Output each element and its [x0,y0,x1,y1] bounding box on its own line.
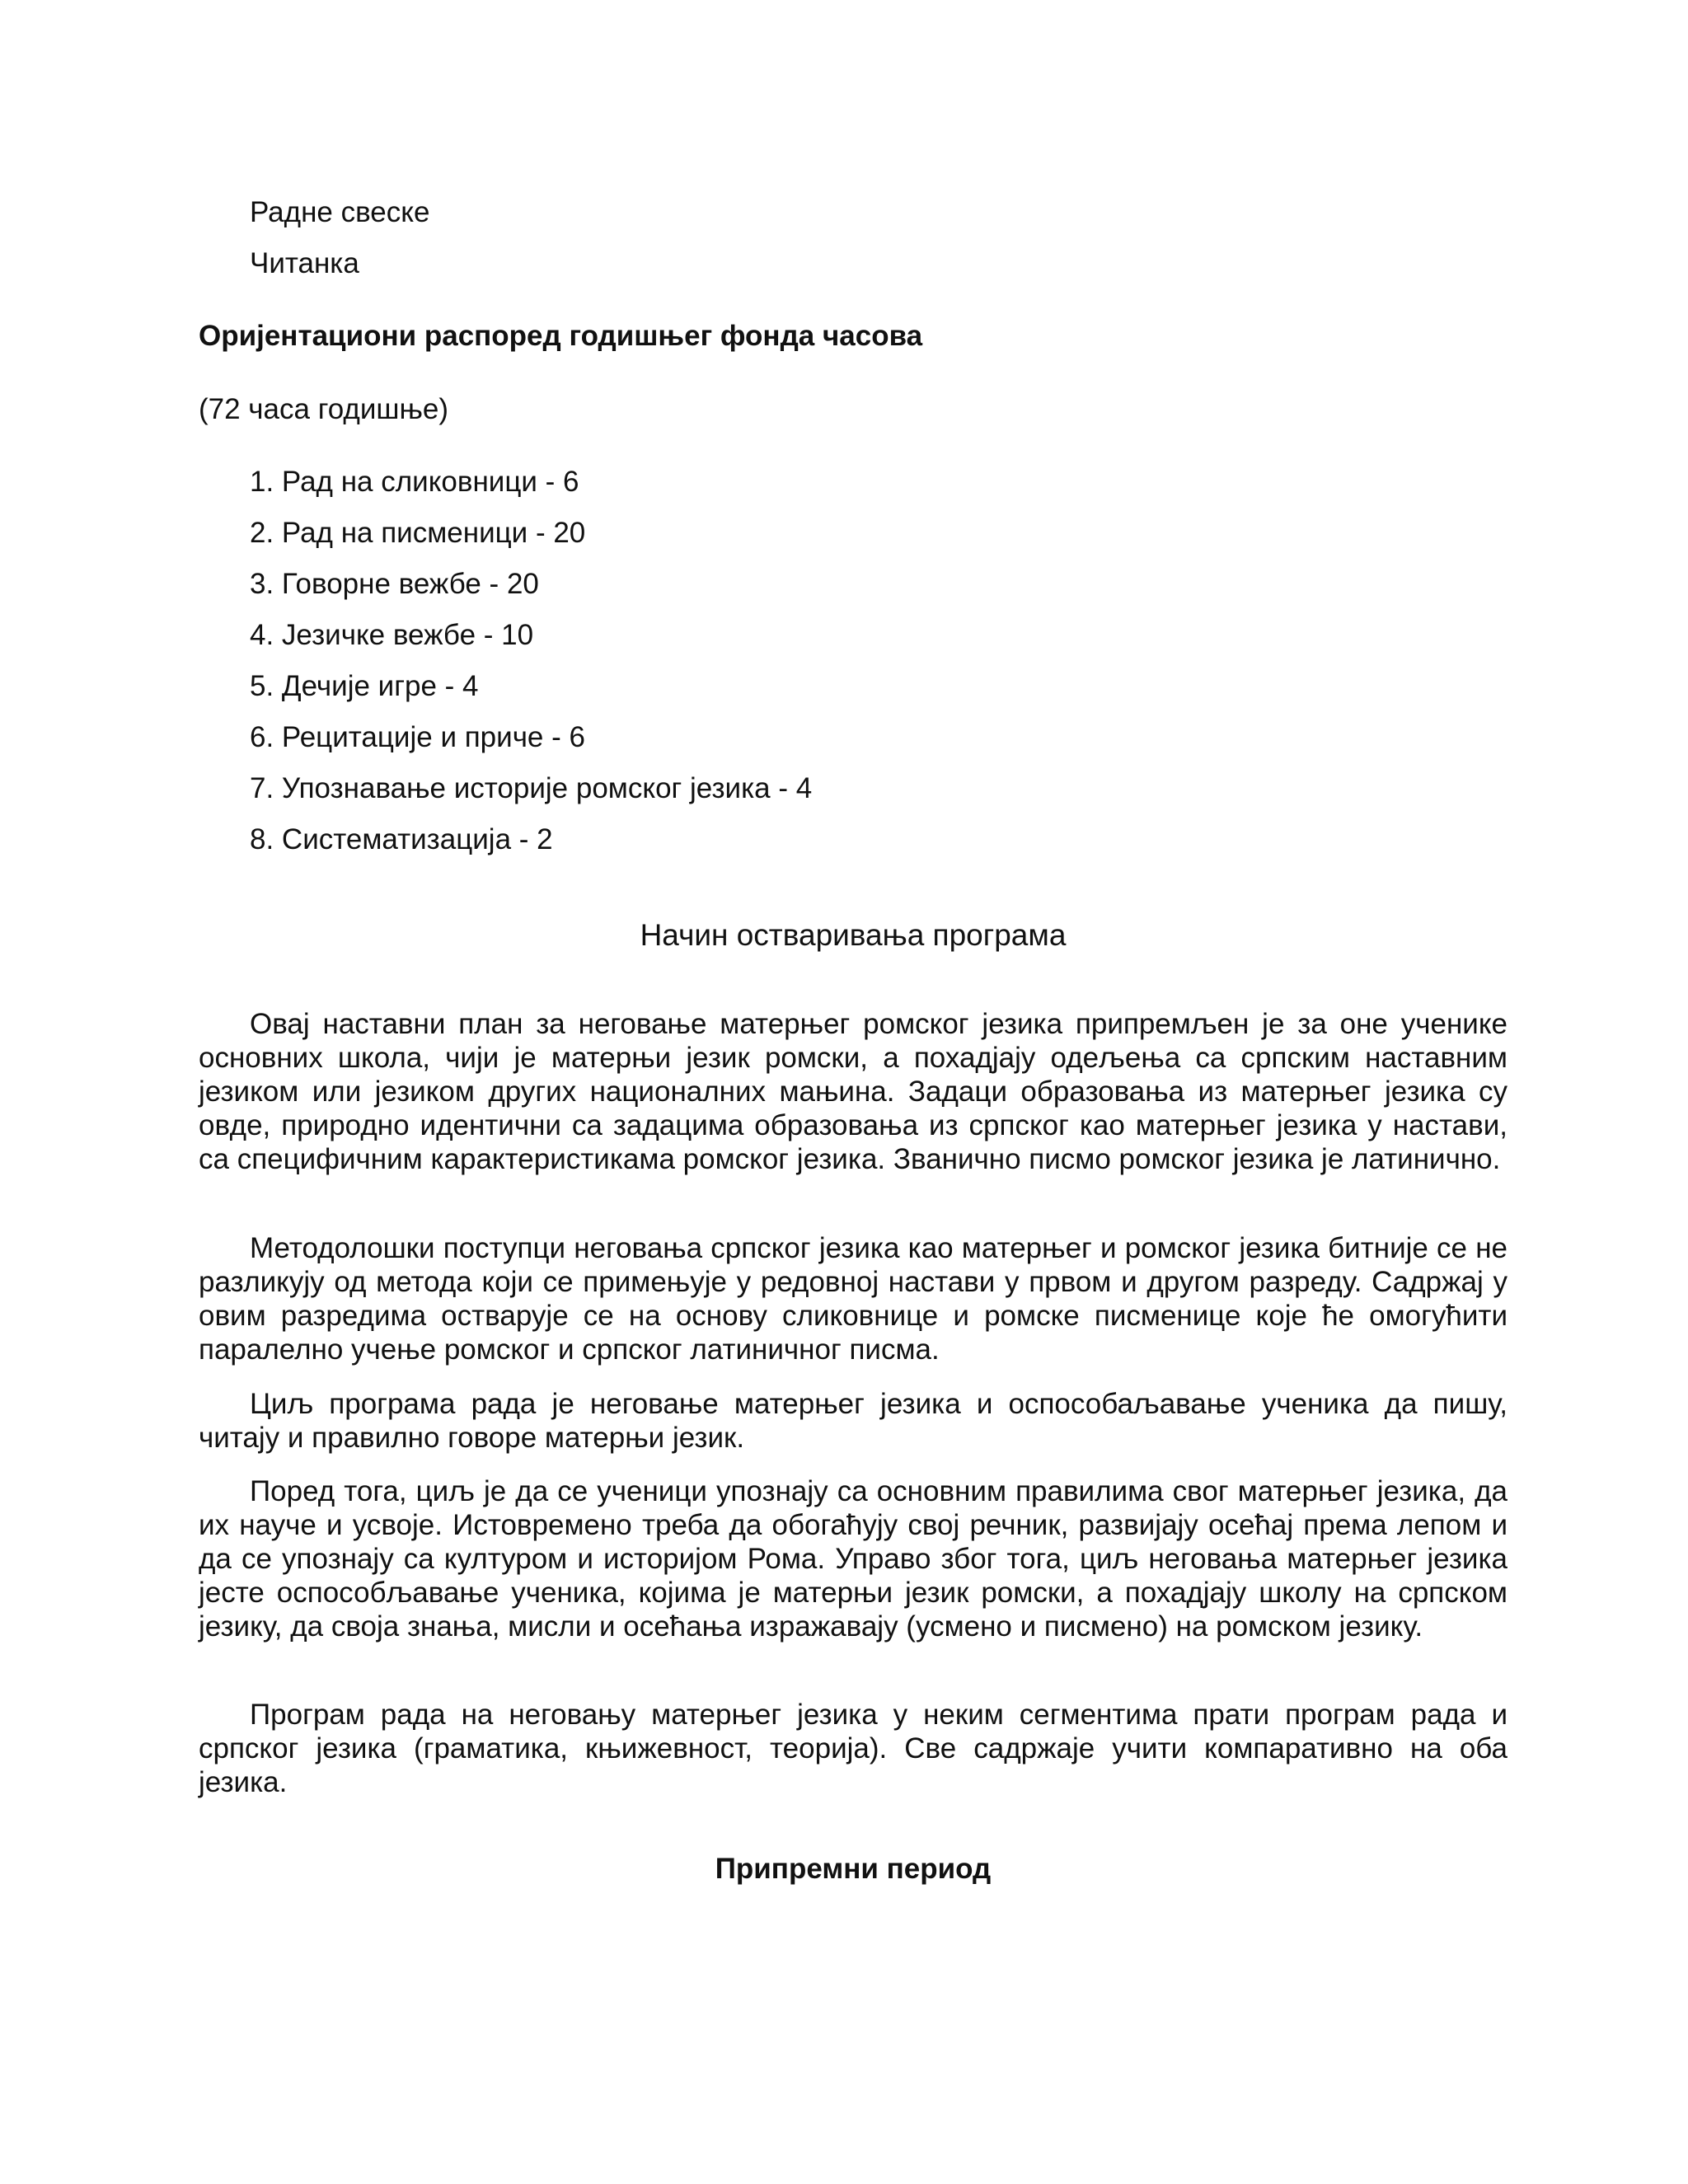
subheading-preparatory-period: Припремни период [715,1853,992,1885]
list-item: 5. Дечије игре - 4 [250,670,479,702]
list-item: 3. Говорне вежбе - 20 [250,568,539,600]
list-item: 7. Упознавање историје ромског језика - 4 [250,772,813,804]
paragraph-objectives: Поред тога, циљ је да се ученици упознају са основним правилима свог матерњег језика, да их науче и усвоје. Истовремено треба да обогаћују свој речник, развијају осећај према лепом и да се упознају са културом и историјом Рома. Управо због тога, циљ неговања матерњег језика јесте оспособљавање ученика, којима је матерњи језик ромски, а похадјају школу на српском језику, да своја знања, мисли и осећања изражавају (усмено и писмено) на ромском језику. [199,1475,1507,1643]
list-item: 2. Рад на писменици - 20 [250,517,586,549]
list-item: 1. Рад на сликовници - 6 [250,466,579,498]
paragraph-methods: Методолошки поступци неговања српског језика као матерњег и ромског језика битније се не разликују од метода који се примењује у редовној настави у првом и другом разреду. Садржај у овим разредима остварује се на основу сликовнице и ромске писменице које ће омогућити паралелно учење ромског и српског латиничног писма. [199,1232,1507,1366]
list-item: 4. Језичке вежбе - 10 [250,619,534,651]
paragraph-goal: Циљ програма рада је неговање матерњег језика и оспособаљавање ученика да пишу, читају и правилно говоре матерњи језик. [199,1388,1507,1454]
paragraph-program: Програм рада на неговању матерњег језика у неким сегментима прати програм рада и српског језика (граматика, књижевност, теорија). Све садржаје учити компаративно на оба језика. [199,1699,1507,1798]
workbooks-line: Радне свеске [250,196,430,228]
list-item: 6. Рецитације и приче - 6 [250,721,585,753]
list-item: 8. Систематизација - 2 [250,823,553,855]
schedule-hours: (72 часа годишње) [199,393,449,425]
reader-line: Читанка [250,247,359,279]
schedule-heading: Оријентациони распоред годишњег фонда часова [199,320,923,352]
paragraph-intro: Овај наставни план за неговање матерњег ромског језика припремљен је за оне ученике основних школа, чији је матерњи језик ромски, а похадјају одељења са српским наставним језиком или језиком других националних мањина. Задаци образовања из матерњег језика су овде, природно идентични са задацима образовања из српског као матерњег језика у настави, са специфичним карактеристикама ромског језика. Званично писмо ромског језика је латинично. [199,1008,1507,1175]
section-title: Начин остваривања програма [640,918,1067,952]
